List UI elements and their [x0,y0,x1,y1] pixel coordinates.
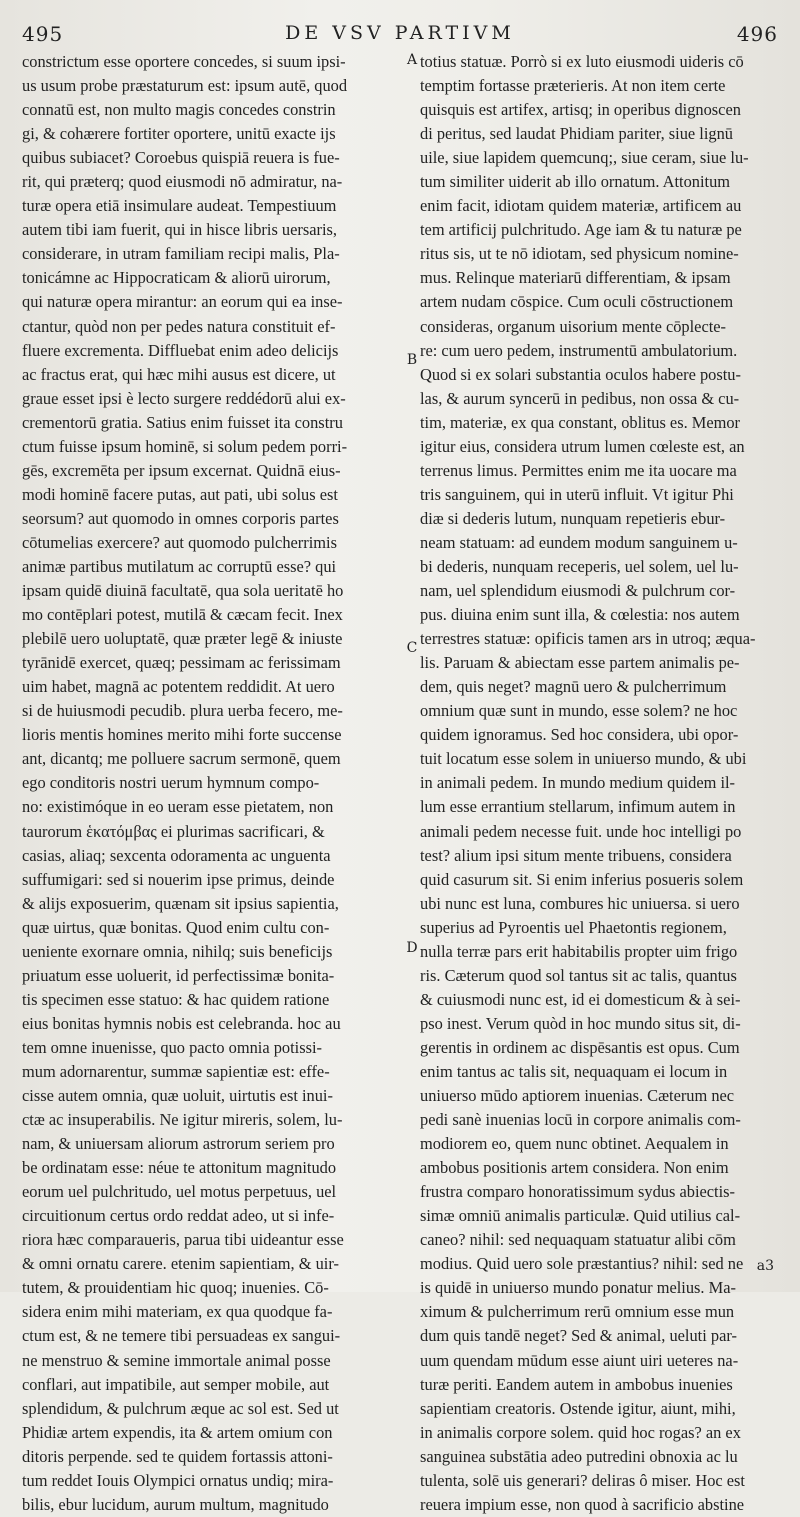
text-line: animæ partibus mutilatum ac corruptū esse? qui [22,556,337,576]
text-line: & cuiusmodi nunc est, id ei domesticum & à sei- [420,989,741,1009]
text-line: pedi sanè inuenias locū in corpore animalis com- [420,1110,741,1130]
text-line: frustra comparo honoratissimum sydus abiectis- [420,1182,735,1202]
text-line: tis specimen esse statuo: & hac quidem ratione [22,989,330,1009]
page-number-right: 496 [736,22,778,46]
text-line: us usum probe præstaturum est: ipsum autē, quod [22,76,348,96]
signature-mark: a3 [756,1258,774,1274]
text-line: neam statuam: ad eundem modum sanguinem u- [420,532,738,552]
text-line: sanguinea substātia adeo putredini obnoxia ac lu [420,1446,738,1466]
text-line: di peritus, sed laudat Phidiam pariter, siue lignū [420,124,733,144]
text-line: turæ periti. Eandem autem in ambobus inuenies [420,1374,733,1394]
text-line: dum quis tandē neget? Sed & animal, ueluti par- [420,1326,737,1346]
text-line: tyrānidē exercet, quæq; pessimam ac ferissimam [22,653,341,673]
text-line: qui naturæ opera mirantur: an eorum qui ea inse- [22,292,343,312]
text-line: artem nudam cōspice. Cum oculi cōstructionem [420,292,734,312]
text-line: ctum fuisse ipsum hominē, si solum pedem porri- [22,436,348,456]
text-line: omnium quæ sunt in mundo, esse solem? ne hoc [420,701,738,721]
text-line: diæ si dederis lutum, nunquam repetieris ebur- [420,508,726,528]
margin-letter-d: D [406,940,418,956]
text-line: gi, & cohærere fortiter oportere, unitū exacte ijs [22,124,336,144]
text-line: & alijs exposuerim, quænam sit ipsius sapientia, [22,893,339,913]
text-line: nam, uel splendidum eiusmodi & pulchrum cor- [420,581,736,601]
text-line: quidem ignoramus. Sed hoc considera, ubi opor- [420,725,739,745]
text-line: is quidē in uniuerso mundo ponatur melius. Ma- [420,1278,736,1298]
text-line: ctum est, & ne temere tibi persuadeas ex sangui- [22,1326,341,1346]
text-line: autem tibi iam fuerit, qui in hisce libris uersaris, [22,220,337,240]
text-line: graue esset ipsi è lecto surgere reddédorū alui ex- [22,388,346,408]
text-line: modiorem eo, quem nunc obtinet. Aequalem in [420,1134,729,1154]
text-line: dem, quis neget? magnū uero & pulcherrimum [420,677,727,697]
text-line: tutem, & prouidentiam hic quoq; inuenies. Cō- [22,1278,329,1298]
text-column-right [420,50,780,1517]
text-line: pus. diuina enim sunt illa, & cœlestia: nos autem [420,605,740,625]
text-line: gēs, excremēta per ipsum excernat. Quidnā eius- [22,460,341,480]
text-line: conflari, aut impatibile, aut semper mobile, aut [22,1374,330,1394]
text-line: ueniente exornare omnia, nihilq; suis beneficijs [22,941,333,961]
text-line: tem omne inuenisse, quo pacto omnia potissi- [22,1037,322,1057]
text-line: & omni ornatu carere. etenim sapientiam, & uir- [22,1254,339,1274]
text-line: quibus subiacet? Coroebus quispiā reuera is fue- [22,148,340,168]
text-line: test? alium ipsi situm mente tribuens, considera [420,845,732,865]
text-line: eorum uel pulchritudo, uel motus perpetuus, uel [22,1182,337,1202]
text-line: considerare, in utram familiam recipi malis, Pla- [22,244,340,264]
text-line: seorsum? aut quomodo in omnes corporis partes [22,508,339,528]
text-line: tulenta, solē uis generari? deliras ô miser. Hoc est [420,1470,745,1490]
text-line: gerentis in ordinem ac dispēsantis est opus. Cum [420,1037,740,1057]
text-line: enim facit, idiotam quidem materiæ, artificem au [420,196,742,216]
text-line: simæ omniū animalis particulæ. Quid utilius cal- [420,1206,741,1226]
text-line: constrictum esse oportere concedes, si suum ipsi- [22,52,346,71]
text-line: superius ad Pyroentis uel Phaetontis regionem, [420,917,727,937]
text-line: ipsam quidē diuinā facultatē, qua sola ueritatē ho [22,581,344,601]
text-line: suffumigari: sed si nouerim ipse primus, deinde [22,869,335,889]
text-line: consideras, organum uisorium mente cōplecte- [420,316,727,336]
text-line: bilis, ebur lucidum, aurum multum, magnitudo [22,1494,329,1514]
text-line: modius. Quid uero sole præstantius? nihil: sed ne [420,1254,744,1274]
text-line: lum esse errantium stellarum, infimum autem in [420,797,736,817]
text-line: terrestres statuæ: opificis tamen ars in utroq; æqua- [420,629,756,649]
text-line: si de huiusmodi pecudib. plura uerba fecero, me- [22,701,343,721]
text-line: igitur eius, considera utrum lumen cœleste est, an [420,436,745,456]
text-line: turæ opera etiā insimulare audeat. Tempestiuum [22,196,337,216]
text-line: ctantur, quòd non per pedes natura constituit ef- [22,316,336,336]
text-line: casias, aliaq; sexcenta odoramenta ac unguenta [22,845,331,865]
text-line: re: cum uero pedem, instrumentū ambulatorium. [420,340,738,360]
text-line: ac fractus erat, qui hæc mihi ausus est dicere, ut [22,364,336,384]
text-line: temptim fortasse præterieris. At non item certe [420,76,726,96]
text-line: tuit locatum esse solem in uniuerso mundo, & ubi [420,749,747,769]
text-line: uile, siue lapidem quemcunq;, siue ceram, siue lu- [420,148,749,168]
text-line: ne menstruo & semine immortale animal posse [22,1350,331,1370]
text-line: totius statuæ. Porrò si ex luto eiusmodi uideris cō [420,52,744,71]
text-line: ubi nunc est luna, combures hic uniuersa. si uero [420,893,740,913]
text-line: reuera impium esse, non quod à sacrificio abstine [420,1494,745,1514]
text-line: ritus sis, ut te nō idiotam, sed physicum nomine- [420,244,739,264]
text-line: ant, dicantq; me polluere sacrum sermonē, quem [22,749,341,769]
text-line: rit, qui præterq; quod eiusmodi nō admiratur, na- [22,172,343,192]
text-line: mo contēplari potest, mutilā & cæcam fecit. Inex [22,605,343,625]
text-line: lioris mentis homines merito mihi forte succense [22,725,342,745]
text-line: ris. Cæterum quod sol tantus sit ac talis, quantus [420,965,737,985]
text-line: quid casurum sit. Si enim inferius posueris solem [420,869,744,889]
margin-gutter [404,50,420,1280]
text-line: tum similiter uiderit ab illo ornatum. Attonitum [420,172,731,192]
text-line: pso inest. Verum quòd in hoc mundo situs sit, di- [420,1013,741,1033]
text-line: in animali pedem. In mundo medium quidem il- [420,773,736,793]
text-line: riora hæc comparaueris, parua tibi uideantur esse [22,1230,344,1250]
text-line: be ordinatam esse: néue te attonitum magnitudo [22,1158,337,1178]
margin-letter-a: A [406,52,418,68]
text-line: Phidiæ artem expendis, ita & artem omium con [22,1422,333,1442]
text-line: ego conditoris nostri uerum hymnum compo- [22,773,320,793]
text-line: ditoris perpende. sed te quidem fortassis attoni- [22,1446,333,1466]
text-line: tum reddet Iouis Olympici ornatus undiq; mira- [22,1470,334,1490]
text-line: circuitionum certus ordo reddat adeo, ut si infe- [22,1206,335,1226]
text-line: cōtumelias exercere? aut quomodo pulcherrimis [22,532,337,552]
text-line: sapientiam creatoris. Ostende igitur, aiunt, mihi, [420,1398,736,1418]
text-line: terrenus limus. Permittes enim me ita uocare ma [420,460,737,480]
text-line: mus. Relinque materiarū differentiam, & ipsam [420,268,731,288]
text-line: ximum & pulcherrimum rerū omnium esse mun [420,1302,735,1322]
text-line: eius bonitas hymnis nobis est celebranda. hoc au [22,1013,341,1033]
text-line: plebilē uero uoluptatē, quæ præter legē & iniuste [22,629,343,649]
text-line: ctæ ac insuperabilis. Ne igitur mireris, solem, lu- [22,1110,343,1130]
text-line: quisquis est artifex, artisq; in operibus dignoscen [420,100,741,120]
text-line: Quod si ex solari substantia oculos habere postu- [420,364,741,384]
text-line: uim habet, magnā ac potentem reddidit. At uero [22,677,335,697]
text-line: quæ uirtus, quæ bonitas. Quod enim cultu con- [22,917,330,937]
text-line: caneo? nihil: sed nequaquam statuatur alibi cōm [420,1230,736,1250]
text-line: enim tantus ac talis sit, nequaquam ei locum in [420,1061,728,1081]
text-line: taurorum ἑκατόμβας ei plurimas sacrificari, & [22,821,325,841]
text-line: fluere excrementa. Diffluebat enim adeo delicijs [22,340,339,360]
text-line: lis. Paruam & abiectam esse partem animalis pe- [420,653,740,673]
text-line: nam, & uniuersam aliorum astrorum seriem pro [22,1134,335,1154]
text-line: uniuerso mūdo aptiorem inuenias. Cæterum nec [420,1086,735,1106]
text-line: nulla terræ pars erit habitabilis propter uim frigo [420,941,738,961]
text-line: mum adornarentur, summæ sapientiæ est: effe- [22,1061,330,1081]
text-line: cisse autem omnia, quæ uoluit, uirtutis est inui- [22,1086,333,1106]
text-line: connatū est, non multo magis concedes constrin [22,100,336,120]
text-line: modi hominē facere putas, aut pati, ubi solus est [22,484,338,504]
text-line: las, & aurum syncerū in pedibus, non ossa & cu- [420,388,740,408]
text-line: ambobus positionis artem considera. Non enim [420,1158,729,1178]
text-line: no: existimóque in eo ueram esse pietatem, non [22,797,334,817]
text-line: animali pedem necesse fuit. unde hoc intelligi po [420,821,742,841]
text-column-left [22,50,404,1517]
text-line: crementorū gratia. Satius enim fuisset ita constru [22,412,343,432]
text-line: splendidum, & pulchrum æque ac sol est. Sed ut [22,1398,339,1418]
page-header [22,18,778,48]
text-line: priuatum esse uoluerit, id perfectissimæ bonita- [22,965,335,985]
text-line: tim, materiæ, ex qua constant, oblitus es. Memor [420,412,741,432]
text-line: tris sanguinem, qui in uterū influit. Vt igitur Phi [420,484,734,504]
running-title: DE VSV PARTIVM [285,22,515,44]
text-line: tonicámne ac Hippocraticam & aliorū uirorum, [22,268,331,288]
margin-letter-c: C [406,640,418,656]
margin-letter-b: B [406,352,418,368]
page-number-left: 495 [22,22,64,46]
text-line: uum quendam mūdum esse aiunt uiri ueteres na- [420,1350,739,1370]
text-line: bi dederis, nunquam receperis, uel solem, uel lu- [420,556,739,576]
text-line: tem artificij pulchritudo. Age iam & tu naturæ pe [420,220,742,240]
text-line: in animalis corpore solem. quid hoc rogas? an ex [420,1422,741,1442]
text-line: sidera enim mihi materiam, ex qua quodque fa- [22,1302,333,1322]
